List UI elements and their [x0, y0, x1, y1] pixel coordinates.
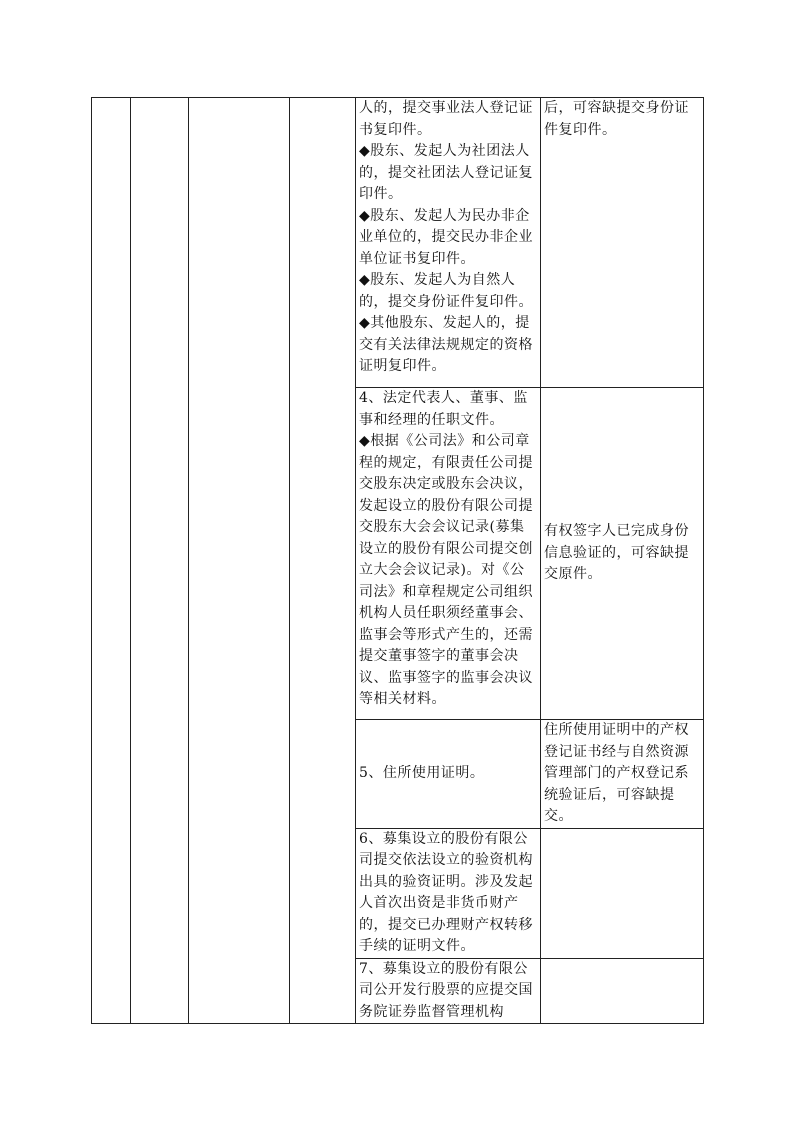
content-paragraph: ◆根据《公司法》和公司章程的规定，有限责任公司提交股东决定或股东会决议，发起设立的股份有限公司提交股东大会会议记录(募集设立的股份有限公司提交创立大会会议记录)。对《公司法》和章程规定公司组织机构人员任职须经董事会、监事会等形式产生的，还需提交董事签字的董事会决议、监事签字的监事会决议等相关材料。	[359, 433, 533, 707]
note-text: 后，可容缺提交身份证件复印件。	[544, 100, 689, 138]
content-paragraph: ◆股东、发起人为自然人的，提交身份证件复印件。	[359, 272, 533, 310]
merged-cell-4	[290, 98, 356, 1024]
merged-cell-2	[131, 98, 189, 1024]
content-paragraph: 7、募集设立的股份有限公司公开发行股票的应提交国务院证券监督管理机构	[359, 960, 533, 1020]
note-cell	[541, 388, 704, 720]
content-cell	[356, 720, 541, 829]
content-paragraph: ◆股东、发起人为民办非企业单位的，提交民办非企业单位证书复印件。	[359, 207, 533, 267]
content-paragraph: 5、住所使用证明。	[359, 765, 485, 781]
note-text: 住所使用证明中的产权登记证书经与自然资源管理部门的产权登记系统验证后，可容缺提交。	[544, 722, 689, 824]
content-cell	[356, 98, 541, 388]
content-paragraph: ◆股东、发起人为社团法人的，提交社团法人登记证复印件。	[359, 143, 533, 202]
note-cell	[541, 828, 704, 958]
note-cell	[541, 958, 704, 1024]
content-paragraph: 6、募集设立的股份有限公司提交依法设立的验资机构出具的验资证明。涉及发起人首次出资是非货币财产的，提交已办理财产权转移手续的证明文件。	[359, 830, 533, 954]
content-paragraph: ◆其他股东、发起人的，提交有关法律法规规定的资格证明复印件。	[359, 315, 533, 374]
requirements-table	[91, 97, 704, 1024]
table-row	[92, 98, 704, 388]
content-cell	[356, 828, 541, 958]
content-paragraph: 人的，提交事业法人登记证书复印件。	[359, 100, 533, 138]
content-cell	[356, 388, 541, 720]
note-cell	[541, 720, 704, 829]
content-cell	[356, 958, 541, 1024]
note-text: 有权签字人已完成身份信息验证的，可容缺提交原件。	[544, 523, 689, 583]
merged-cell-3	[189, 98, 290, 1024]
merged-cell-1	[92, 98, 131, 1024]
note-cell	[541, 98, 704, 388]
content-paragraph: 4、法定代表人、董事、监事和经理的任职文件。	[359, 390, 528, 428]
